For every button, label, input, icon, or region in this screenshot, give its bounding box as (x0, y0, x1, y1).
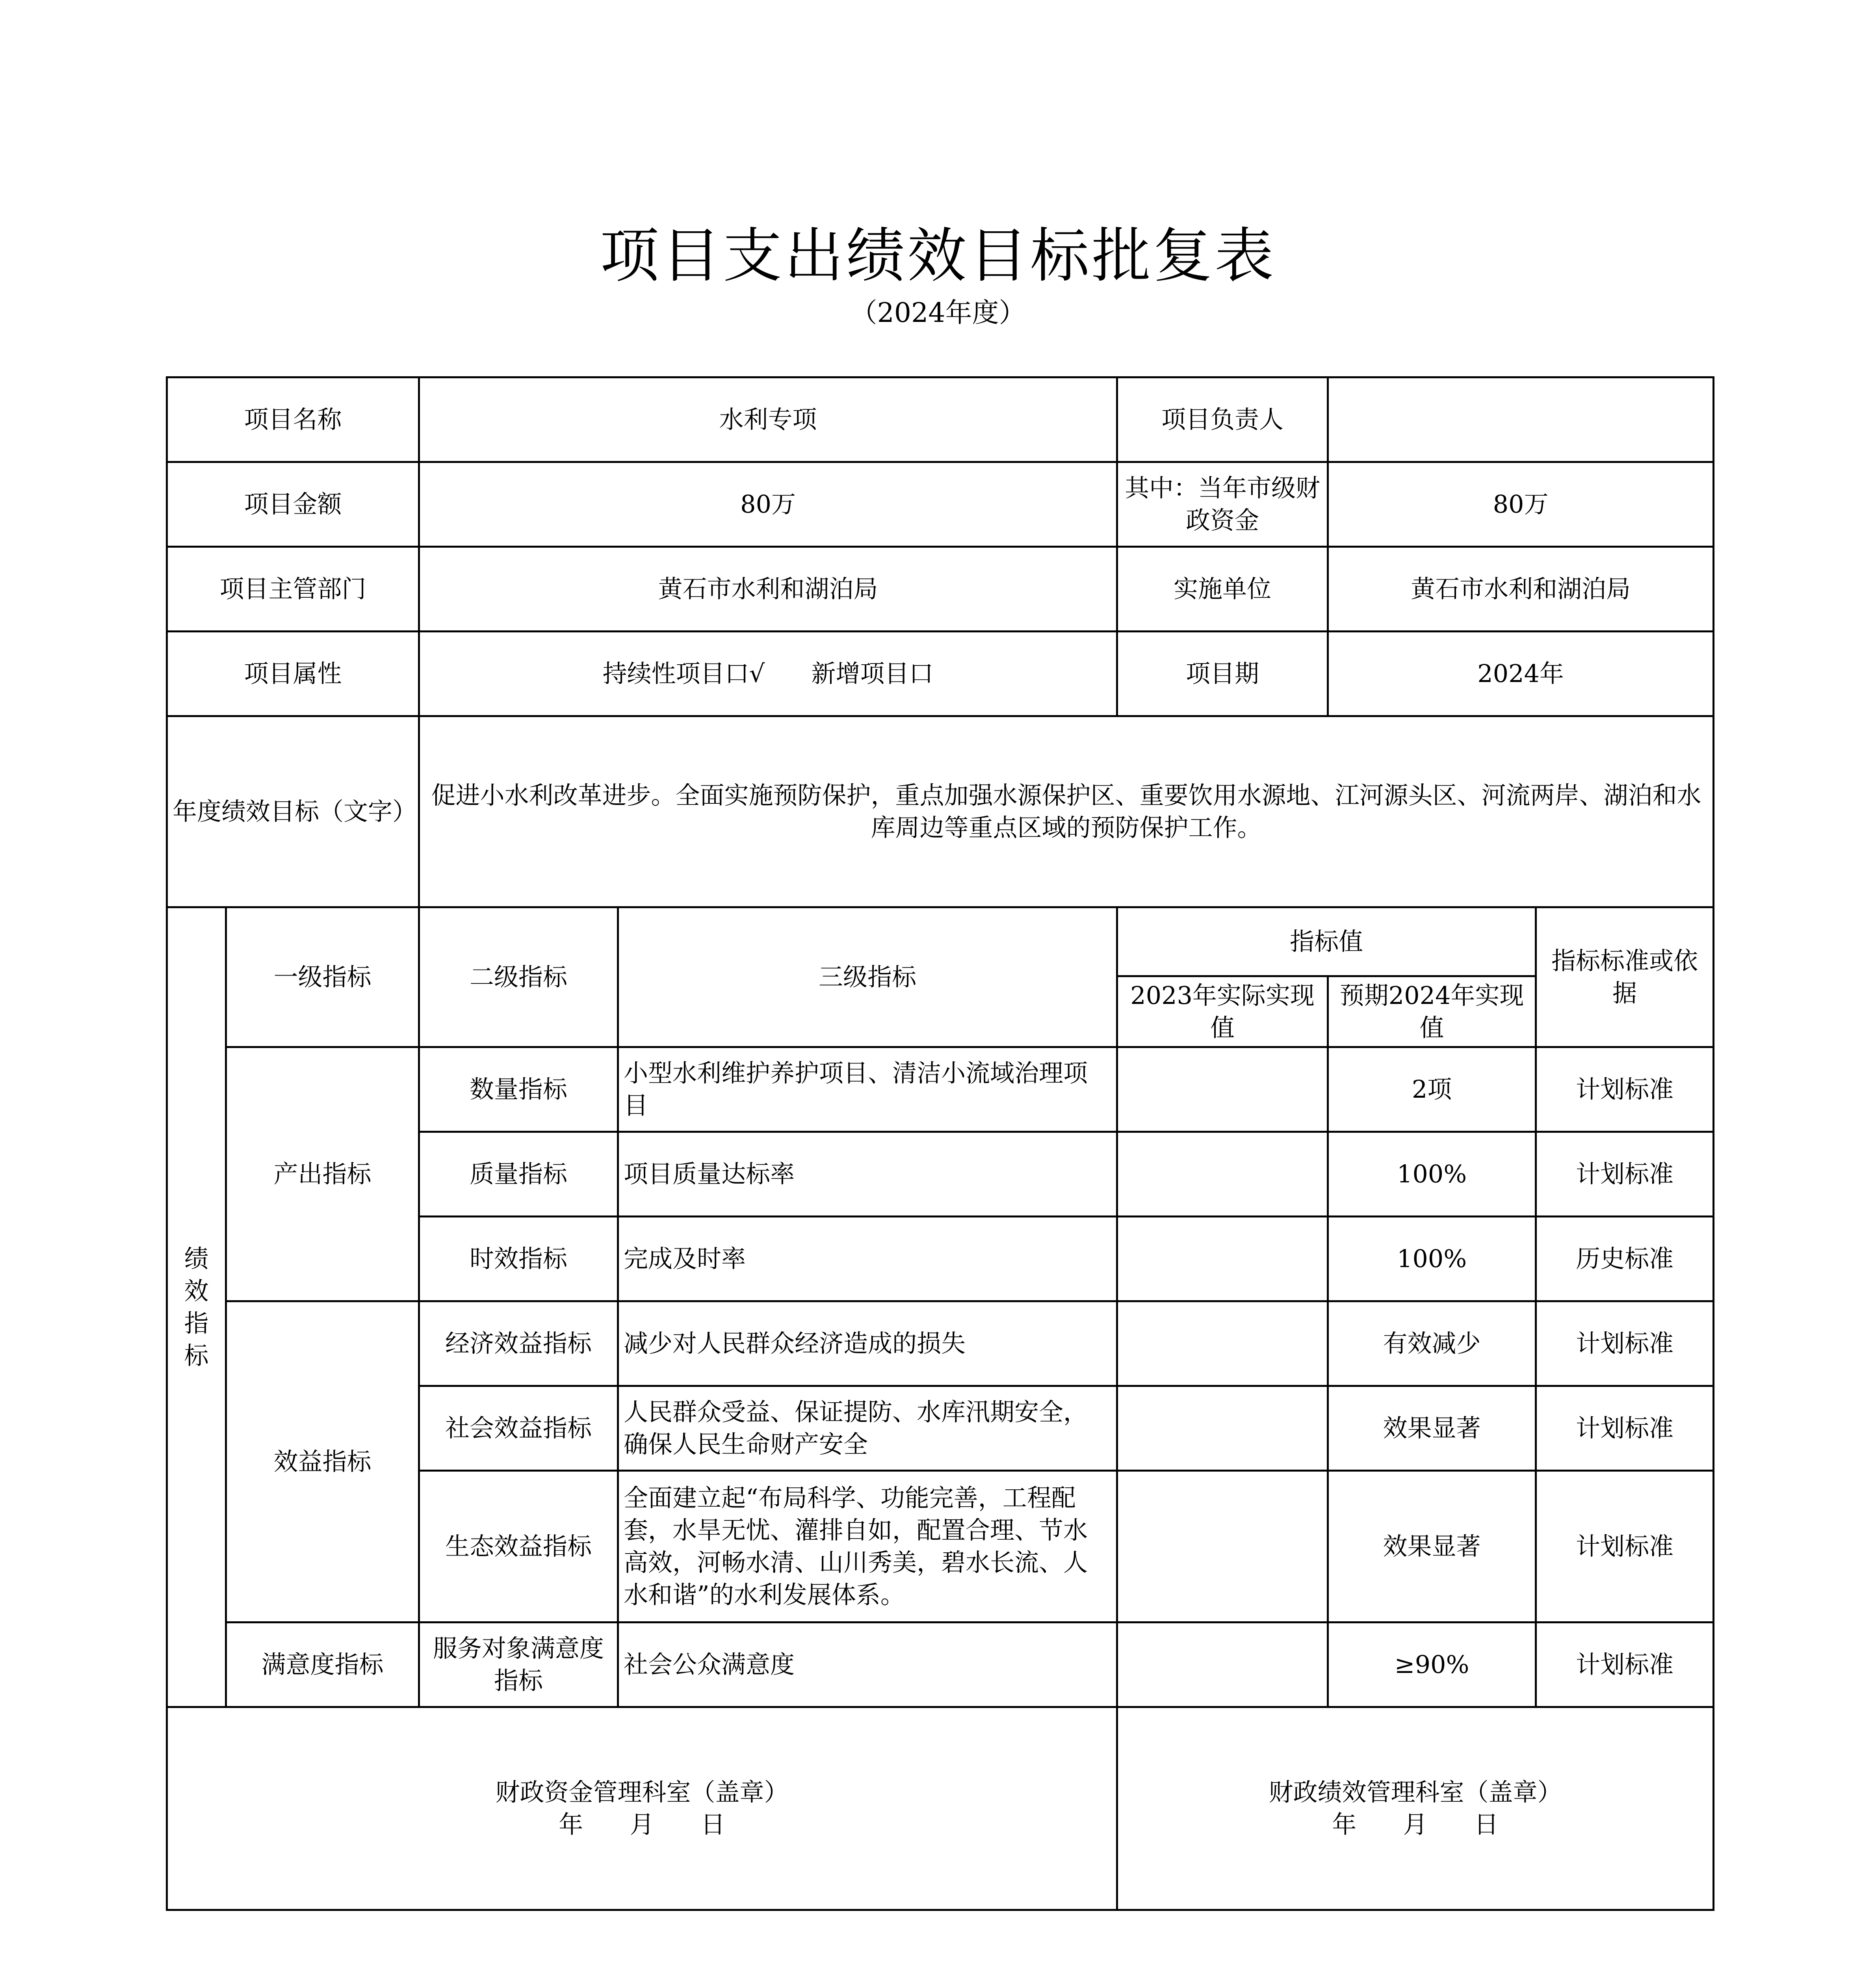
level3-cell: 完成及时率 (618, 1217, 1117, 1301)
city-fund-label: 其中：当年市级财政资金 (1117, 462, 1328, 547)
level2-cell: 数量指标 (419, 1047, 618, 1132)
header-expected-2024: 预期2024年实现值 (1328, 976, 1536, 1047)
basis-cell: 计划标准 (1536, 1132, 1714, 1217)
page-title: 项目支出绩效目标批复表 (600, 222, 1276, 290)
project-name-value: 水利专项 (419, 377, 1117, 462)
amount-label: 项目金额 (167, 462, 419, 547)
signature-perf-date: 年 月 日 (1332, 1810, 1499, 1839)
table-row (167, 1301, 1714, 1386)
project-name-label: 项目名称 (167, 377, 419, 462)
signature-fund-date: 年 月 日 (559, 1810, 725, 1839)
header-level1: 一级指标 (226, 907, 419, 1047)
impl-value: 黄石市水利和湖泊局 (1328, 547, 1714, 632)
table-row (167, 632, 1714, 716)
actual-cell (1117, 1622, 1328, 1707)
actual-cell (1117, 1217, 1328, 1301)
table-row (167, 547, 1714, 632)
signature-perf-title: 财政绩效管理科室（盖章） (1269, 1778, 1562, 1806)
signature-fund-dept (167, 1707, 1117, 1910)
signature-perf-dept (1117, 1707, 1714, 1910)
table-row (167, 907, 1714, 976)
level2-cell: 时效指标 (419, 1217, 618, 1301)
expected-cell: 100% (1328, 1132, 1536, 1217)
expected-cell: 2项 (1328, 1047, 1536, 1132)
table-row (167, 1622, 1714, 1707)
actual-cell (1117, 1132, 1328, 1217)
header-value: 指标值 (1117, 907, 1536, 976)
leader-label: 项目负责人 (1117, 377, 1328, 462)
group-benefit: 效益指标 (226, 1301, 419, 1622)
attr-label: 项目属性 (167, 632, 419, 716)
goal-label: 年度绩效目标（文字） (167, 716, 419, 907)
period-label: 项目期 (1117, 632, 1328, 716)
basis-cell: 计划标准 (1536, 1047, 1714, 1132)
basis-cell: 历史标准 (1536, 1217, 1714, 1301)
level2-cell: 质量指标 (419, 1132, 618, 1217)
table-row (167, 1047, 1714, 1132)
signature-fund-title: 财政资金管理科室（盖章） (495, 1778, 789, 1806)
indicator-side-text: 绩效指标 (184, 1244, 209, 1370)
expected-cell: 效果显著 (1328, 1386, 1536, 1471)
expected-cell: 效果显著 (1328, 1471, 1536, 1622)
actual-cell (1117, 1386, 1328, 1471)
approval-table (166, 376, 1714, 1911)
actual-cell (1117, 1301, 1328, 1386)
expected-cell: ≥90% (1328, 1622, 1536, 1707)
leader-value (1328, 377, 1714, 462)
level3-cell: 项目质量达标率 (618, 1132, 1117, 1217)
level2-cell: 社会效益指标 (419, 1386, 618, 1471)
group-output: 产出指标 (226, 1047, 419, 1301)
basis-cell: 计划标准 (1536, 1301, 1714, 1386)
amount-value: 80万 (419, 462, 1117, 547)
signature-row (167, 1707, 1714, 1910)
goal-text: 促进小水利改革进步。全面实施预防保护，重点加强水源保护区、重要饮用水源地、江河源头区、河流两岸、湖泊和水库周边等重点区域的预防保护工作。 (419, 716, 1714, 907)
header-basis: 指标标准或依据 (1536, 907, 1714, 1047)
header-level3: 三级指标 (618, 907, 1117, 1047)
expected-cell: 有效减少 (1328, 1301, 1536, 1386)
level3-cell: 小型水利维护养护项目、清洁小流域治理项目 (618, 1047, 1117, 1132)
city-fund-value: 80万 (1328, 462, 1714, 547)
actual-cell (1117, 1471, 1328, 1622)
dept-label: 项目主管部门 (167, 547, 419, 632)
group-satisfaction: 满意度指标 (226, 1622, 419, 1707)
page-subtitle: （2024年度） (850, 297, 1026, 329)
attr-value: 持续性项目口√ 新增项目口 (419, 632, 1117, 716)
level3-cell: 减少对人民群众经济造成的损失 (618, 1301, 1117, 1386)
basis-cell: 计划标准 (1536, 1386, 1714, 1471)
impl-label: 实施单位 (1117, 547, 1328, 632)
indicator-side-label (167, 907, 226, 1707)
level2-cell: 经济效益指标 (419, 1301, 618, 1386)
expected-cell: 100% (1328, 1217, 1536, 1301)
header-actual-2023: 2023年实际实现值 (1117, 976, 1328, 1047)
level2-cell: 生态效益指标 (419, 1471, 618, 1622)
basis-cell: 计划标准 (1536, 1622, 1714, 1707)
actual-cell (1117, 1047, 1328, 1132)
table-row (167, 716, 1714, 907)
table-row (167, 462, 1714, 547)
basis-cell: 计划标准 (1536, 1471, 1714, 1622)
table-row (167, 377, 1714, 462)
period-value: 2024年 (1328, 632, 1714, 716)
level3-cell: 社会公众满意度 (618, 1622, 1117, 1707)
level3-cell: 全面建立起“布局科学、功能完善，工程配套，水旱无忧、灌排自如，配置合理、节水高效，河畅水清、山川秀美，碧水长流、人水和谐”的水利发展体系。 (618, 1471, 1117, 1622)
level2-cell: 服务对象满意度指标 (419, 1622, 618, 1707)
header-level2: 二级指标 (419, 907, 618, 1047)
dept-value: 黄石市水利和湖泊局 (419, 547, 1117, 632)
level3-cell: 人民群众受益、保证提防、水库汛期安全，确保人民生命财产安全 (618, 1386, 1117, 1471)
